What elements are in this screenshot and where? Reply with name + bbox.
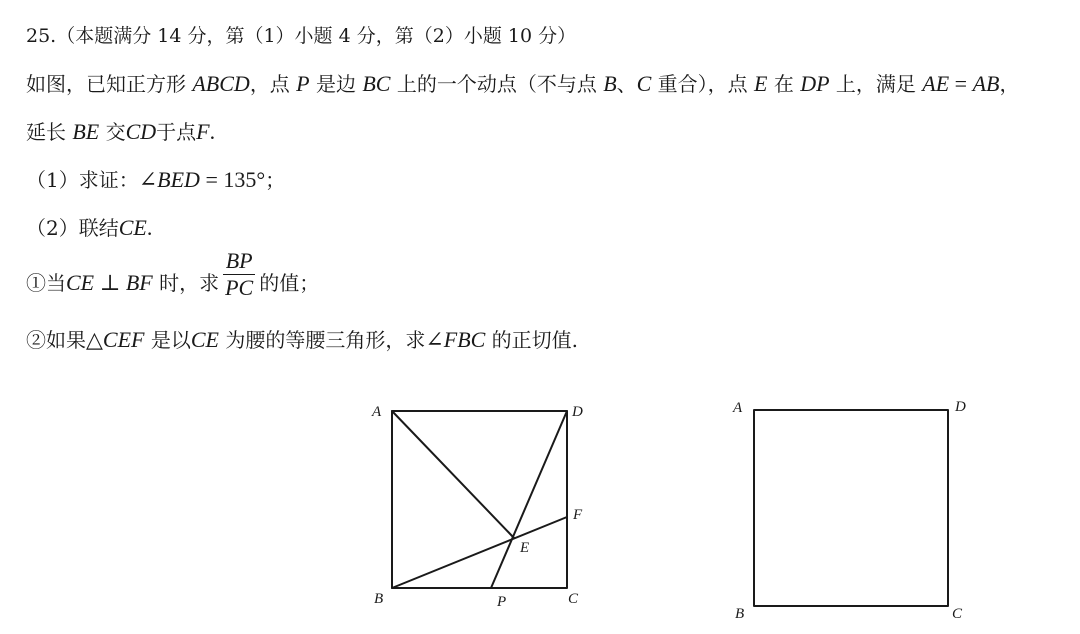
- stem-text: 上，满足: [829, 72, 923, 96]
- stem-var-bc: BC: [362, 71, 391, 96]
- stem-text: 上的一个动点（不与点: [390, 72, 604, 96]
- q2b-var-ce: CE: [190, 327, 219, 352]
- angle-symbol: ∠: [138, 167, 158, 192]
- fig1-segment-bf: [392, 517, 567, 588]
- problem-stem-line-1: [26, 70, 1019, 98]
- q2a-text: 的值；: [259, 271, 320, 295]
- q2a-prefix: ①当: [26, 271, 66, 295]
- fraction-bp-over-pc: [223, 248, 255, 301]
- fig2-label-b: B: [735, 606, 745, 622]
- stem-text: 如图，已知正方形: [26, 72, 193, 96]
- fig1-square-abcd: [392, 411, 567, 588]
- problem-stem-line-2: [26, 118, 215, 146]
- stem-var-be: BE: [72, 119, 100, 144]
- fig1-segment-ae: [392, 411, 514, 538]
- angle-symbol: ∠: [425, 327, 444, 352]
- stem-var-abcd: ABCD: [192, 71, 250, 96]
- fig2-square-abcd: [754, 410, 948, 606]
- q1-angle-name: BED: [157, 167, 200, 192]
- stem-eq-lhs: AE: [922, 71, 950, 96]
- q1-value: = 135°: [199, 167, 266, 192]
- question-2b: [26, 326, 578, 354]
- fig1-label-d: D: [572, 404, 583, 420]
- stem-eq-rhs: AB: [972, 71, 1000, 96]
- q2a-var-bf: BF: [125, 270, 153, 295]
- fig1-label-c: C: [568, 591, 579, 607]
- q2-prefix: （2）联结: [26, 216, 119, 240]
- fig1-label-b: B: [374, 591, 384, 607]
- stem-text: 在: [767, 72, 801, 96]
- stem-text: .: [209, 119, 216, 144]
- stem-eq-sign: =: [949, 71, 973, 96]
- fig1-label-a: A: [372, 404, 382, 420]
- stem-var-p: P: [296, 71, 310, 96]
- stem-text: 延长: [26, 120, 73, 144]
- stem-var-b: B: [603, 71, 617, 96]
- stem-text: 重合），点: [651, 72, 755, 96]
- q2b-tri-name: CEF: [102, 327, 145, 352]
- question-1: [26, 166, 285, 194]
- fig1-label-e: E: [520, 540, 530, 556]
- fig2-label-d: D: [955, 399, 966, 415]
- q2b-angle-name: FBC: [443, 327, 486, 352]
- fraction-denominator: PC: [225, 275, 254, 300]
- q1-suffix: ；: [265, 168, 286, 192]
- triangle-symbol: △: [86, 327, 103, 352]
- stem-text: ，点: [249, 72, 297, 96]
- stem-text: ，: [999, 72, 1020, 96]
- stem-var-f: F: [196, 119, 210, 144]
- q2b-text: 的正切值.: [485, 328, 579, 352]
- fig2-label-c: C: [952, 606, 963, 622]
- question-2: [26, 214, 152, 242]
- q2-var: CE: [118, 215, 147, 240]
- q2a-text: 时，求: [152, 271, 220, 295]
- stem-var-c: C: [636, 71, 652, 96]
- stem-text: 交: [99, 120, 126, 144]
- stem-text: 于点: [156, 120, 197, 144]
- fig1-label-p: P: [497, 594, 507, 610]
- perp-symbol: ⊥: [94, 270, 126, 295]
- stem-var-e: E: [754, 71, 768, 96]
- q2b-prefix: ②如果: [26, 328, 86, 352]
- stem-text: 是边: [309, 72, 363, 96]
- stem-var-dp: DP: [800, 71, 830, 96]
- q2-suffix: .: [146, 215, 153, 240]
- fig2-label-a: A: [733, 400, 743, 416]
- fig1-segment-dp: [491, 411, 567, 588]
- q1-prefix: （1）求证：: [26, 168, 139, 192]
- q2b-text: 为腰的等腰三角形，求: [218, 328, 426, 352]
- stem-text: 、: [616, 72, 637, 96]
- q2a-var-ce: CE: [66, 270, 95, 295]
- fraction-numerator: BP: [223, 248, 255, 275]
- question-2a: [26, 248, 320, 303]
- q2b-text: 是以: [144, 328, 191, 352]
- fig1-label-f: F: [573, 507, 583, 523]
- problem-header: 25.（本题满分 14 分，第（1）小题 4 分，第（2）小题 10 分）: [26, 25, 577, 47]
- stem-var-cd: CD: [125, 119, 157, 144]
